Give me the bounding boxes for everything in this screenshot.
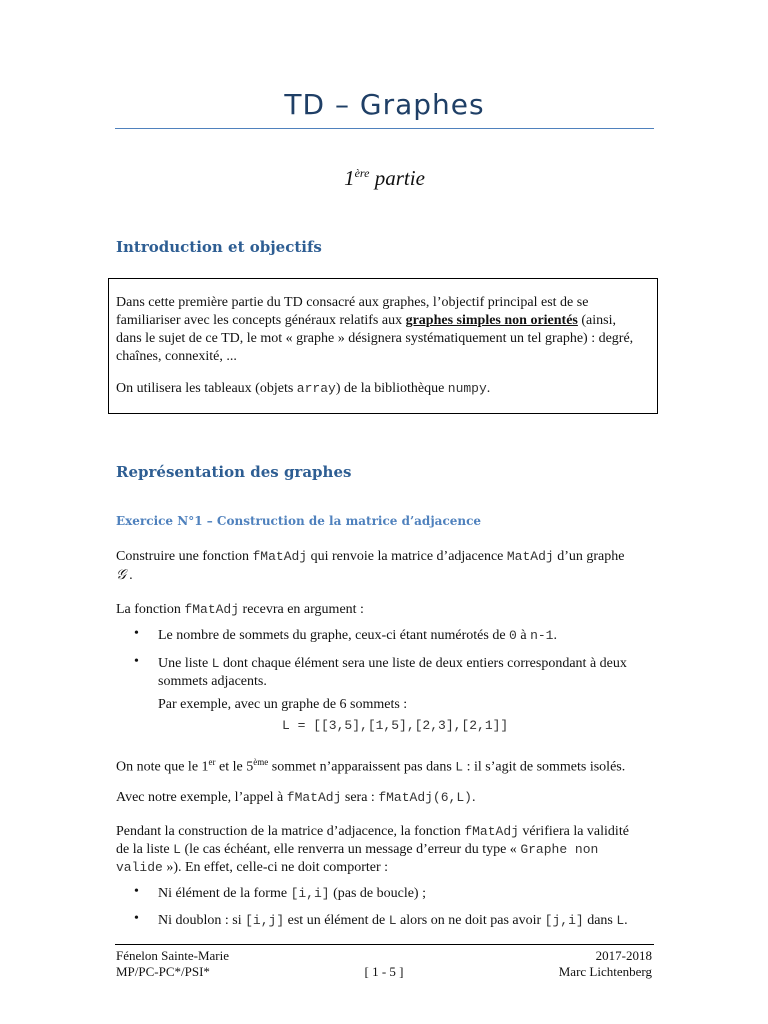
footer-year: 2017-2018 bbox=[595, 948, 652, 963]
body-text: On note que le 1 bbox=[116, 759, 209, 775]
footer-classes: MP/PC-PC*/PSI* bbox=[116, 964, 210, 979]
body-text: Ni élément de la forme bbox=[158, 886, 291, 901]
superscript: ème bbox=[253, 757, 269, 767]
part-superscript: ère bbox=[354, 166, 370, 180]
body-text: dans bbox=[583, 913, 617, 928]
inline-code: L bbox=[388, 913, 397, 928]
intro-text: (ainsi, bbox=[577, 313, 616, 328]
intro-line-2 bbox=[116, 312, 656, 330]
inline-code: L bbox=[211, 656, 220, 671]
part-number: 1 bbox=[344, 166, 355, 190]
intro-line-3: dans le sujet de ce TD, le mot « graphe » désignera systématiquement un tel graphe) : degré, bbox=[116, 331, 634, 346]
inline-code: L bbox=[173, 842, 181, 857]
inline-code: 0 bbox=[509, 628, 517, 643]
intro-text: . bbox=[486, 381, 491, 396]
paragraph-l1 bbox=[116, 548, 624, 566]
paragraph-l6-line-1 bbox=[116, 823, 656, 841]
body-text: (pas de boucle) ; bbox=[329, 886, 426, 901]
bullet-dot: • bbox=[134, 626, 139, 641]
inline-code: MatAdj bbox=[506, 549, 554, 564]
intro-paragraph bbox=[116, 294, 656, 366]
intro-emphasis: graphes simples non orientés bbox=[405, 313, 578, 328]
bullet-2-line-2: sommets adjacents. bbox=[158, 674, 267, 689]
body-text: est un élément de bbox=[284, 913, 389, 928]
bullet-3 bbox=[158, 885, 426, 903]
body-text: sera : bbox=[341, 790, 379, 805]
inline-code: [i,i] bbox=[290, 886, 330, 901]
inline-code: [i,j] bbox=[245, 913, 285, 928]
bullet-2-line-1 bbox=[158, 655, 648, 673]
title-underline bbox=[115, 128, 654, 129]
page-number: [ 1 - 5 ] bbox=[364, 964, 404, 979]
paragraph-l3 bbox=[116, 601, 364, 619]
body-text: Avec notre exemple, l’appel à bbox=[116, 790, 287, 805]
example-text: Par exemple, avec un graphe de 6 sommets : bbox=[158, 697, 408, 712]
inline-code: fMatAdj bbox=[252, 549, 308, 564]
paragraph-l4 bbox=[116, 753, 625, 777]
body-text: de la liste bbox=[116, 842, 174, 857]
body-text: Construire une fonction bbox=[116, 549, 253, 564]
inline-code: [j,i] bbox=[544, 913, 584, 928]
superscript: er bbox=[208, 757, 216, 767]
body-text: . bbox=[624, 913, 628, 928]
bullet-4 bbox=[158, 912, 628, 930]
body-text: recevra en argument : bbox=[239, 602, 364, 617]
footer-rule bbox=[115, 944, 654, 945]
body-text: Ni doublon : si bbox=[158, 913, 246, 928]
intro-heading: Introduction et objectifs bbox=[116, 238, 322, 256]
paragraph-l6 bbox=[116, 823, 656, 877]
body-text: qui renvoie la matrice d’adjacence bbox=[307, 549, 507, 564]
footer-author: Marc Lichtenberg bbox=[558, 964, 652, 979]
body-text: dont chaque élément sera une liste de deux entiers correspondant à deux bbox=[219, 656, 627, 671]
footer-school: Fénelon Sainte-Marie bbox=[116, 948, 229, 963]
body-text: sommet n’apparaissent pas dans bbox=[268, 759, 456, 775]
body-text: : il s’agit de sommets isolés. bbox=[463, 759, 626, 775]
paragraph-l6-line-2 bbox=[116, 841, 656, 859]
body-text: . bbox=[553, 628, 557, 643]
inline-code: fMatAdj bbox=[464, 824, 519, 839]
body-text: et le 5 bbox=[215, 759, 254, 775]
inline-code: L bbox=[455, 759, 464, 775]
inline-code: L bbox=[616, 913, 625, 928]
paragraph-l6-line-3 bbox=[116, 859, 656, 877]
bullet-dot: • bbox=[134, 911, 139, 926]
intro-line-1: Dans cette première partie du TD consacré aux graphes, l’objectif principal est de se bbox=[116, 295, 589, 310]
body-text: vérifiera la validité bbox=[518, 824, 629, 839]
footer-right bbox=[500, 948, 652, 980]
intro-text: ) de la bibliothèque bbox=[335, 381, 448, 396]
intro-paragraph-2 bbox=[116, 380, 490, 398]
paragraph-l5 bbox=[116, 789, 475, 807]
inline-code: fMatAdj bbox=[286, 790, 342, 805]
body-text: d’un graphe bbox=[553, 549, 625, 564]
intro-text: On utilisera les tableaux (objets bbox=[116, 381, 297, 396]
bullet-dot: • bbox=[134, 654, 139, 669]
inline-code: valide bbox=[116, 860, 163, 875]
body-text: La fonction bbox=[116, 602, 185, 617]
inline-code: n-1 bbox=[530, 628, 554, 643]
inline-code: fMatAdj bbox=[184, 602, 240, 617]
code-numpy: numpy bbox=[447, 381, 487, 396]
body-text: Pendant la construction de la matrice d’adjacence, la fonction bbox=[116, 824, 465, 839]
body-text: alors on ne doit pas avoir bbox=[396, 913, 545, 928]
graph-symbol: 𝒢 . bbox=[116, 568, 133, 583]
section-heading: Représentation des graphes bbox=[116, 463, 352, 481]
inline-code: Graphe non bbox=[520, 842, 599, 857]
page-title: TD – Graphes bbox=[284, 88, 485, 121]
body-text: Le nombre de sommets du graphe, ceux-ci étant numérotés de bbox=[158, 628, 510, 643]
intro-line-4: chaînes, connexité, ... bbox=[116, 349, 237, 364]
bullet-1 bbox=[158, 627, 557, 645]
body-text: à bbox=[516, 628, 531, 643]
body-text: Une liste bbox=[158, 656, 212, 671]
example-code: L = [[3,5],[1,5],[2,3],[2,1]] bbox=[282, 718, 509, 733]
inline-code: fMatAdj(6,L) bbox=[378, 790, 472, 805]
bullet-dot: • bbox=[134, 884, 139, 899]
footer-left bbox=[116, 948, 229, 980]
body-text: . bbox=[471, 790, 476, 805]
bullet-2 bbox=[158, 655, 648, 691]
part-subtitle bbox=[115, 166, 654, 191]
exercise-heading: Exercice N°1 – Construction de la matrice d’adjacence bbox=[116, 514, 482, 528]
body-text: »). En effet, celle-ci ne doit comporter : bbox=[162, 860, 389, 875]
part-word: partie bbox=[374, 166, 425, 190]
body-text: (le cas échéant, elle renverra un message d’erreur du type « bbox=[180, 842, 521, 857]
code-array: array bbox=[296, 381, 336, 396]
intro-text: familiariser avec les concepts généraux relatifs aux bbox=[116, 313, 406, 328]
